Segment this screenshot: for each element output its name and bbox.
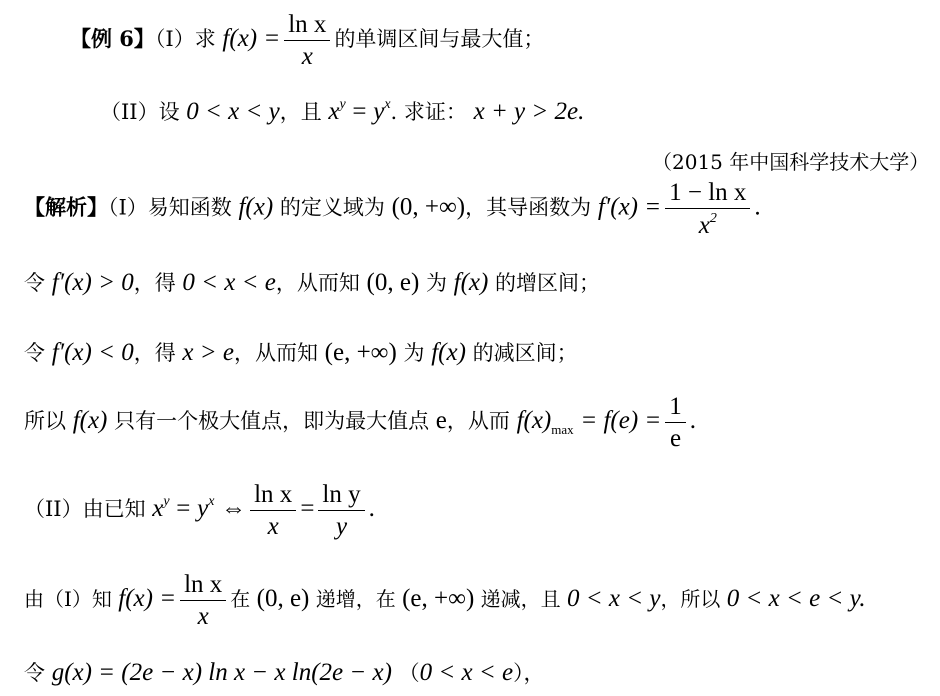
part2-text: （II）设 (100, 100, 180, 124)
s3-text-d: 为 (403, 341, 425, 365)
example-part1 (70, 12, 544, 69)
s6-num: ln x (184, 571, 223, 598)
eq-x: x (328, 98, 340, 125)
s1-derivative: f′(x) = (597, 193, 662, 221)
example-label: 【例 6】 (70, 26, 155, 51)
s5-x-exp: y (163, 494, 170, 509)
s5-text-a: （II）由已知 (24, 497, 146, 521)
solution-label: 【解析】 (24, 194, 108, 220)
s2-f: f(x) (453, 269, 489, 296)
example-part2 (100, 98, 584, 124)
s3-text-b: ，得 (133, 341, 176, 365)
s1-domain: (0, +∞) (391, 193, 466, 221)
s3-interval: (e, +∞) (324, 339, 397, 366)
s6-int2: (e, +∞) (402, 585, 475, 612)
s1-text-c: ，其导函数为 (465, 195, 592, 220)
s3-text-c: ，从而知 (233, 341, 318, 365)
function-def: f(x) = (222, 25, 281, 52)
s6-text-a: 由（I）知 (24, 587, 112, 611)
s5-eq: = (176, 495, 191, 522)
s3-text-e: 的减区间； (472, 341, 578, 365)
s5-y-exp: x (208, 494, 215, 509)
s7-text-c: ）， (513, 661, 545, 685)
part1-text: （I）求 (154, 27, 216, 51)
s5-y: y (197, 495, 209, 522)
s5-fraction-2 (318, 482, 364, 539)
source-text: （2015 年中国科学技术大学） (652, 150, 930, 174)
eq-y: y (373, 98, 385, 125)
s5-num2: ln y (322, 481, 361, 508)
s2-text-a: 令 (24, 271, 45, 295)
s5-eq2: = (300, 495, 315, 522)
s4-fraction (665, 394, 686, 451)
s4-max-sub: max (551, 422, 574, 437)
fraction (284, 12, 330, 69)
s1-f: f(x) (238, 193, 274, 221)
s2-res: 0 < x < e (182, 269, 276, 296)
goal: x + y > 2e. (473, 98, 585, 125)
s1-text-b: 的定义域为 (279, 195, 385, 220)
solution-line-4 (24, 394, 696, 451)
s2-interval: (0, e) (366, 269, 420, 296)
s1-num: 1 − ln x (669, 179, 747, 206)
s4-fmax: f(x) (516, 407, 552, 434)
s7-text-b: （ (398, 661, 420, 685)
solution-line-1 (24, 180, 761, 238)
s6-fraction (180, 572, 226, 629)
s6-f: f(x) = (118, 585, 177, 612)
s6-text-e: ，所以 (660, 587, 721, 611)
solution-line-7 (24, 660, 545, 685)
s6-ineq2: 0 < x < e < y. (726, 585, 866, 612)
solution-line-2 (24, 270, 600, 295)
s1-fraction (665, 180, 750, 238)
inequality: 0 < x < y (186, 98, 280, 125)
s4-text-a: 所以 (24, 409, 66, 433)
frac-den: x (284, 40, 330, 69)
s3-f: f(x) (431, 339, 466, 366)
eq-x-exp: y (339, 97, 346, 112)
s1-end: . (754, 193, 761, 221)
s4-eq: = f(e) = (580, 407, 662, 434)
s6-den: x (180, 600, 226, 629)
s6-int1: (0, e) (256, 585, 310, 612)
solution-line-3 (24, 340, 578, 365)
solution-line-6 (24, 572, 866, 629)
s4-e: e (435, 407, 447, 434)
s5-x: x (152, 495, 164, 522)
s7-text-a: 令 (24, 661, 45, 685)
s6-ineq1: 0 < x < y (567, 585, 661, 612)
s7-cond: 0 < x < e (419, 659, 514, 686)
s3-res: x > e (182, 339, 234, 366)
solution-line-5 (24, 482, 375, 539)
eq-sign: = (352, 98, 367, 125)
s5-end: . (368, 495, 375, 522)
s3-text-a: 令 (24, 341, 45, 365)
part2-text-c: . 求证： (390, 100, 467, 124)
s2-text-b: ，得 (133, 271, 176, 295)
s6-text-d: 递减，且 (480, 587, 561, 611)
s4-f: f(x) (72, 407, 108, 434)
part1-text-end: 的单调区间与最大值； (334, 27, 545, 51)
s2-text-d: 为 (425, 271, 447, 295)
s5-den2: y (318, 510, 364, 539)
s6-text-b: 在 (230, 587, 251, 611)
eq-y-exp: x (384, 97, 391, 112)
s2-text-c: ，从而知 (275, 271, 360, 295)
s2-cond: f′(x) > 0 (51, 269, 134, 296)
s5-den1: x (250, 510, 296, 539)
s2-text-e: 的增区间； (495, 271, 601, 295)
s4-end: . (689, 407, 697, 434)
s5-iff: ⇔ (221, 495, 247, 522)
s1-den-x: x (698, 212, 710, 239)
s4-num: 1 (669, 393, 682, 420)
s4-text-b: 只有一个极大值点，即为最大值点 (114, 409, 430, 433)
frac-num: ln x (288, 11, 327, 38)
part2-text-b: ，且 (279, 100, 322, 124)
s7-g: g(x) = (2e − x) ln x − x ln(2e − x) (51, 659, 392, 686)
s5-num1: ln x (254, 481, 293, 508)
s1-den-exp: 2 (709, 211, 717, 226)
s4-den: e (665, 422, 686, 451)
s4-text-c: ，从而 (446, 409, 510, 433)
source-citation (652, 152, 929, 172)
s3-cond: f′(x) < 0 (51, 339, 134, 366)
s1-den (665, 208, 750, 238)
s5-fraction-1 (250, 482, 296, 539)
s1-text-a: （I）易知函数 (108, 195, 232, 220)
s6-text-c: 递增，在 (315, 587, 396, 611)
